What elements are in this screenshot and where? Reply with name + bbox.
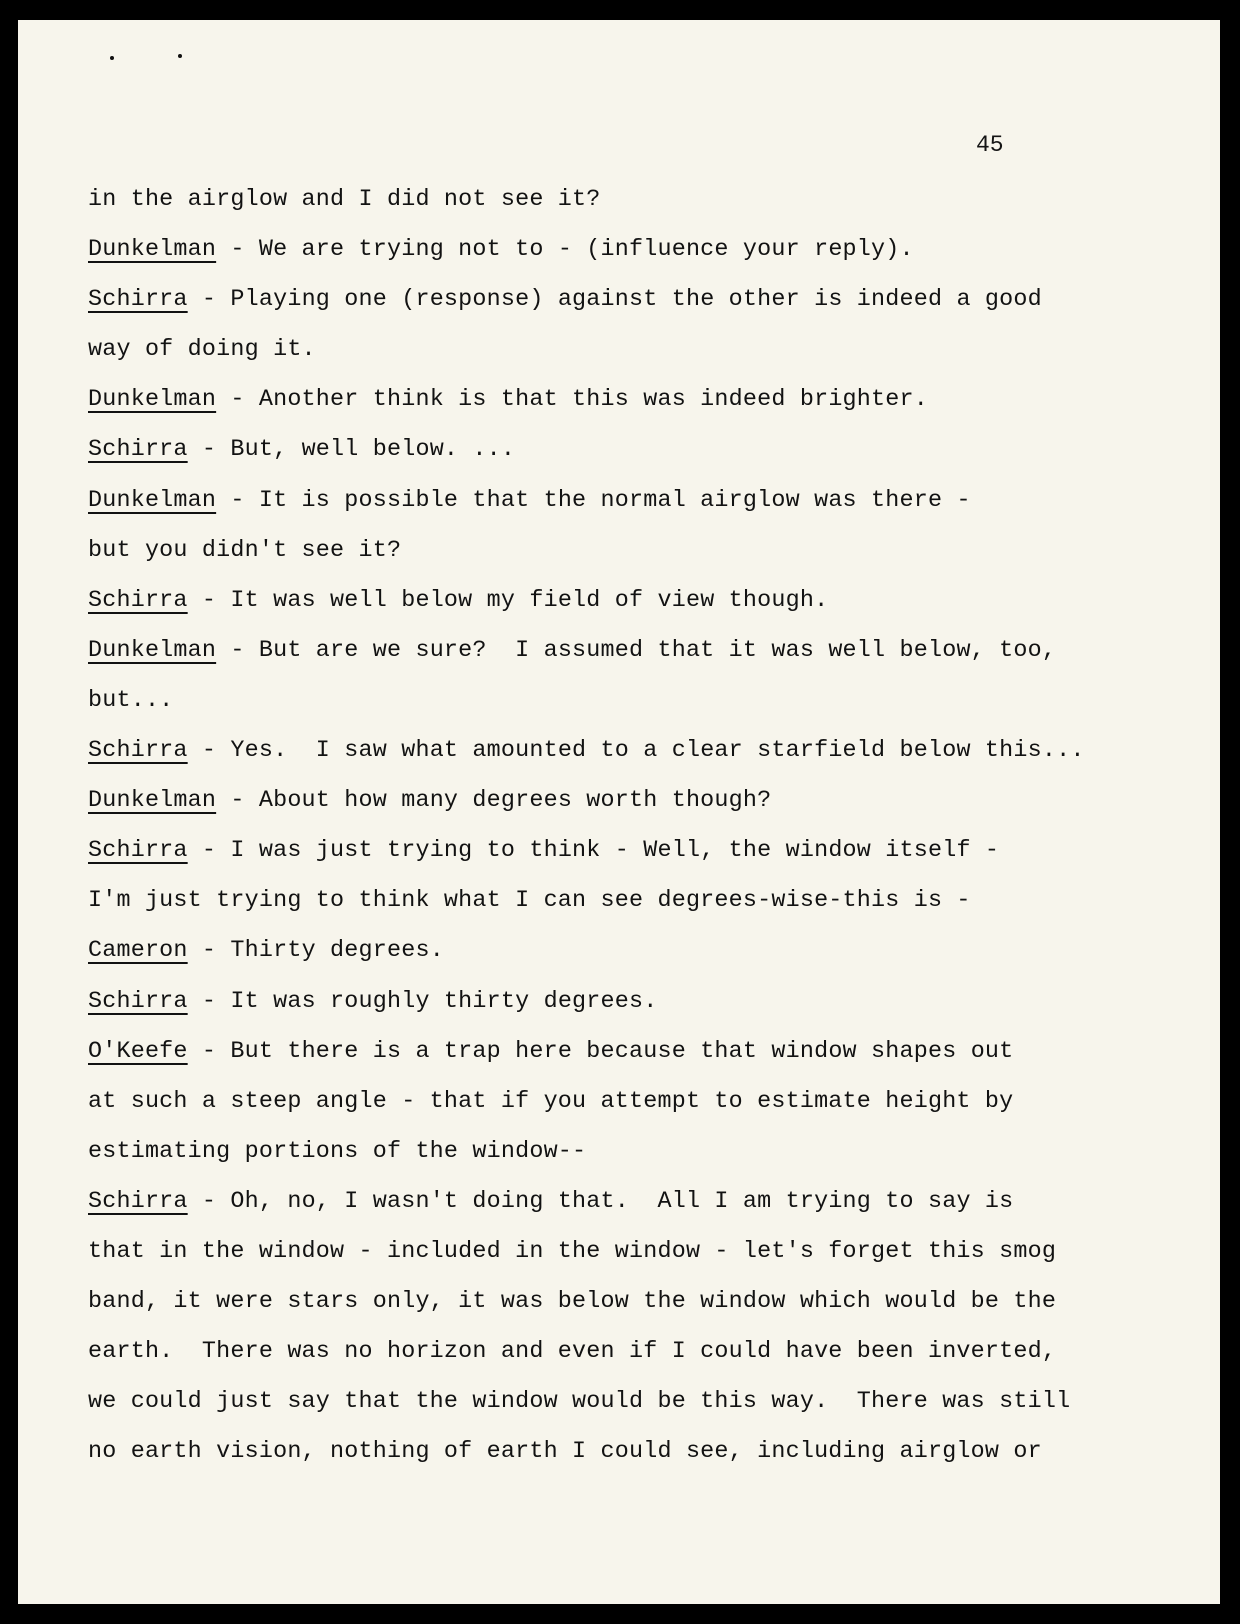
line-text: band, it were stars only, it was below the window which would be the [88,1289,1057,1316]
line-text: - Yes. I saw what amounted to a clear starfield below this... [187,738,1085,765]
transcript-line [88,1027,1198,1077]
transcript-line [88,926,1198,976]
line-text: in the airglow and I did not see it? [88,187,601,213]
transcript-line [88,526,1198,576]
line-text: - It was roughly thirty degrees. [187,988,658,1015]
speaker-name: Schirra [88,1188,188,1215]
paper-speck [110,56,114,60]
transcript-line [88,726,1198,776]
line-text: no earth vision, nothing of earth I could see, including airglow or [88,1439,1042,1466]
transcript-line [88,425,1198,475]
speaker-name: Schirra [88,988,188,1015]
document-page [18,20,1220,1604]
line-text: - I was just trying to think - Well, the window itself - [187,838,1000,865]
line-text: - It is possible that the normal airglow was there - [216,487,971,514]
transcript-line [88,1077,1198,1127]
speaker-name: Schirra [88,437,188,464]
transcript-line [88,476,1198,526]
transcript-line [88,1327,1198,1377]
speaker-name: Schirra [88,587,188,614]
transcript-line [88,325,1198,375]
transcript-line [88,1227,1198,1277]
line-text: earth. There was no horizon and even if I could have been inverted, [88,1339,1057,1366]
speaker-name: Schirra [88,838,188,865]
transcript-line [88,275,1198,325]
transcript-line [88,1377,1198,1427]
transcript-line [88,175,1198,225]
speaker-name: Dunkelman [88,387,217,414]
line-text: at such a steep angle - that if you attempt to estimate height by [88,1088,1014,1115]
line-text: but... [88,687,174,714]
speaker-name: Schirra [88,738,188,765]
transcript-line [88,977,1198,1027]
line-text: - About how many degrees worth though? [216,788,772,815]
transcript-line [88,676,1198,726]
line-text: that in the window - included in the window - let's forget this smog [88,1238,1057,1265]
transcript-line [88,826,1198,876]
transcript-line [88,576,1198,626]
speaker-name: O'Keefe [88,1038,188,1065]
line-text: - Thirty degrees. [187,938,444,965]
line-text: - Another think is that this was indeed brighter. [216,387,928,414]
transcript-line [88,1427,1198,1477]
line-text: - It was well below my field of view though. [187,587,829,614]
line-text: - Playing one (response) against the other is indeed a good [187,287,1042,314]
speaker-name: Cameron [88,938,188,965]
line-text: - But, well below. ... [187,437,516,464]
transcript-line [88,1277,1198,1327]
line-text: - But there is a trap here because that window shapes out [187,1038,1014,1065]
transcript-line [88,375,1198,425]
line-text: but you didn't see it? [88,537,402,564]
transcript-line [88,776,1198,826]
transcript-line [88,626,1198,676]
transcript-line [88,1127,1198,1177]
transcript-line [88,225,1198,275]
speaker-name: Dunkelman [88,637,217,664]
page-number: 45 [976,132,1004,158]
speaker-name: Dunkelman [88,788,217,815]
transcript-body [88,175,1198,1477]
line-text: we could just say that the window would be this way. There was still [88,1389,1071,1416]
paper-speck [178,54,182,58]
line-text: estimating portions of the window-- [88,1138,587,1165]
transcript-line [88,876,1198,926]
line-text: - We are trying not to - (influence your reply). [216,237,914,264]
transcript-line [88,1177,1198,1227]
line-text: - Oh, no, I wasn't doing that. All I am trying to say is [187,1188,1014,1215]
line-text: - But are we sure? I assumed that it was well below, too, [216,637,1057,664]
speaker-name: Dunkelman [88,237,217,264]
speaker-name: Schirra [88,287,188,314]
line-text: I'm just trying to think what I can see degrees-wise-this is - [88,888,971,915]
line-text: way of doing it. [88,337,316,364]
speaker-name: Dunkelman [88,487,217,514]
